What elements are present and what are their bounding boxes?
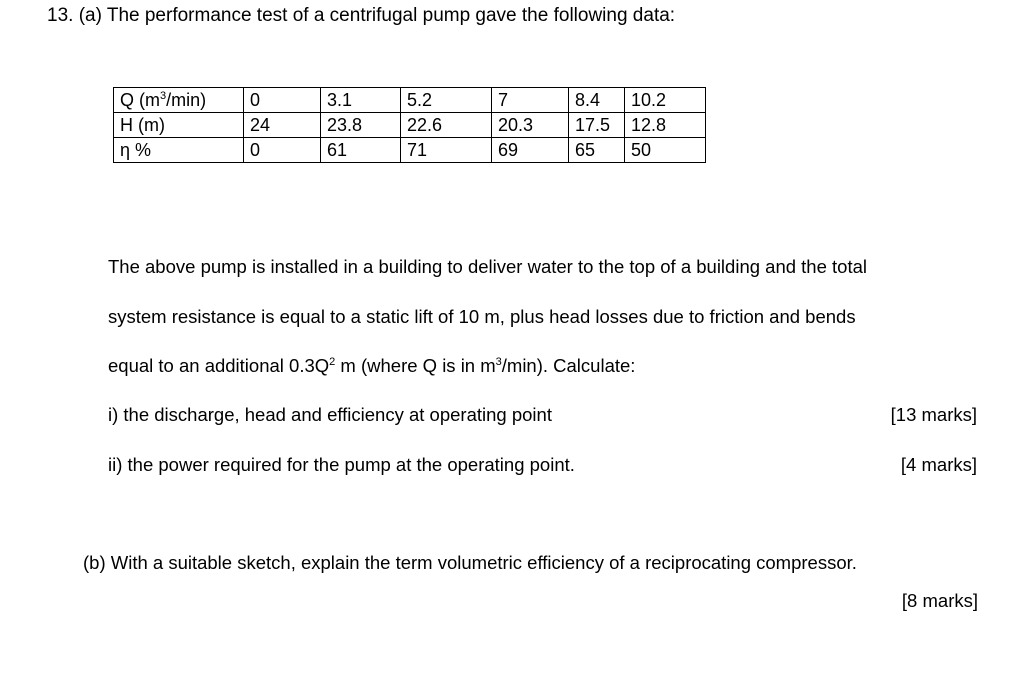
- part-b-marks: [8 marks]: [901, 590, 978, 611]
- table-row-efficiency: [114, 138, 706, 163]
- table-cell: 24: [244, 113, 321, 138]
- table-cell: 8.4: [569, 88, 625, 113]
- table-cell: 22.6: [401, 113, 492, 138]
- table-cell: 12.8: [625, 113, 706, 138]
- table-row-head: [114, 113, 706, 138]
- question-title: 13. (a) The performance test of a centrifugal pump gave the following data:: [47, 5, 676, 26]
- table-cell: 5.2: [401, 88, 492, 113]
- row-label-efficiency: η %: [114, 138, 244, 163]
- table-cell: 69: [492, 138, 569, 163]
- row-label-head: H (m): [114, 113, 244, 138]
- question-item-2: ii) the power required for the pump at the operating point.: [108, 454, 575, 475]
- part-b-question: (b) With a suitable sketch, explain the term volumetric efficiency of a reciprocating compressor.: [83, 552, 857, 573]
- table-cell: 50: [625, 138, 706, 163]
- table-cell: 10.2: [625, 88, 706, 113]
- table-cell: 0: [244, 88, 321, 113]
- body-line-2: system resistance is equal to a static lift of 10 m, plus head losses due to friction and bends: [108, 306, 856, 327]
- row-label-flow: Q $(m^3/\min)$: [114, 88, 244, 113]
- item-1-marks: [13 marks]: [890, 404, 977, 425]
- body-line-3: equal to an additional $0.3Q^2$ m (where Q is in $m^3/\min$). Calculate:: [108, 355, 636, 376]
- table-cell: 65: [569, 138, 625, 163]
- table-cell: 7: [492, 88, 569, 113]
- table-cell: 3.1: [321, 88, 401, 113]
- table-cell: 71: [401, 138, 492, 163]
- table-row-flow: [114, 88, 706, 113]
- performance-data-table: [113, 87, 706, 163]
- body-line-1: The above pump is installed in a building to deliver water to the top of a building and the total: [108, 256, 867, 277]
- item-2-marks: [4 marks]: [900, 454, 977, 475]
- table-cell: 20.3: [492, 113, 569, 138]
- table-cell: 0: [244, 138, 321, 163]
- table-cell: 17.5: [569, 113, 625, 138]
- table-cell: 23.8: [321, 113, 401, 138]
- question-item-1: i) the discharge, head and efficiency at operating point: [108, 404, 552, 425]
- table-cell: 61: [321, 138, 401, 163]
